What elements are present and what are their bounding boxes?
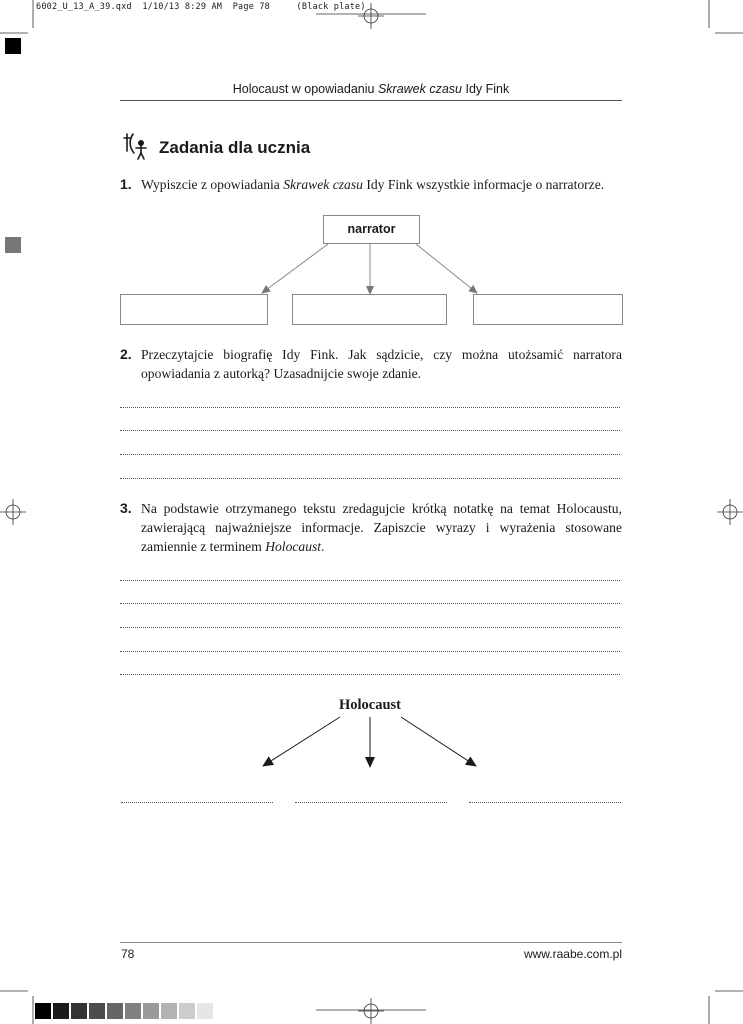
task-2-text: Przeczytajcie biografię Idy Fink. Jak sądzicie, czy można utożsamić narratora opowiadania z autorką? Uzasadnijcie swoje zdanie. <box>141 347 622 381</box>
running-head-italic: Skrawek czasu <box>377 82 463 96</box>
holocaust-answer-line-1[interactable] <box>121 802 273 803</box>
gray-swatch <box>179 1003 195 1019</box>
task-3-text: Na podstawie otrzymanego tekstu zredagujcie krótką notatkę na temat Holocaustu, zawierającą najważniejsze informacje. Zapiszcie wyrazy i wyrażenia stosowane zamiennie z terminem <box>141 501 622 554</box>
holocaust-arrow-left <box>263 717 340 766</box>
narrator-answer-box-1[interactable] <box>120 294 268 325</box>
grayscale-swatch-strip <box>35 1003 213 1019</box>
answer-line[interactable] <box>120 627 620 628</box>
gray-swatch <box>161 1003 177 1019</box>
answer-line[interactable] <box>120 478 620 479</box>
holocaust-answer-line-3[interactable] <box>469 802 621 803</box>
narrator-root-box: narrator <box>323 215 420 244</box>
publisher-website[interactable]: www.raabe.com.pl <box>523 947 622 961</box>
holocaust-root-label: Holocaust <box>338 697 402 713</box>
task-2-number: 2. <box>120 346 132 362</box>
registration-mark-bottom <box>358 998 384 1024</box>
registration-mark-right <box>717 499 743 525</box>
running-head <box>120 82 622 96</box>
task-3-text-end: . <box>321 539 325 554</box>
section-title: Zadania dla ucznia <box>159 138 311 157</box>
gray-swatch <box>125 1003 141 1019</box>
gray-patch <box>5 237 21 253</box>
print-slug-line: 6002_U_13_A_39.qxd 1/10/13 8:29 AM Page 78 (Black plate) <box>36 2 366 12</box>
answer-line[interactable] <box>120 603 620 604</box>
task-2 <box>120 345 622 383</box>
task-1-number: 1. <box>120 176 132 192</box>
header-rule <box>120 100 622 101</box>
gray-swatch <box>107 1003 123 1019</box>
holocaust-answer-line-2[interactable] <box>295 802 447 803</box>
gray-swatch <box>53 1003 69 1019</box>
task-3 <box>120 499 622 556</box>
answer-line[interactable] <box>120 430 620 431</box>
answer-line[interactable] <box>120 407 620 408</box>
narrator-arrows <box>120 243 623 298</box>
registration-mark-left <box>0 499 26 525</box>
task-1-text-end: Idy Fink wszystkie informacje o narratorze. <box>362 177 605 192</box>
running-head-suffix: Idy Fink <box>462 82 510 96</box>
task-3-italic: Holocaust <box>265 539 322 554</box>
gray-swatch <box>197 1003 213 1019</box>
footer-rule <box>120 942 622 943</box>
gray-swatch <box>143 1003 159 1019</box>
page-number: 78 <box>121 947 135 961</box>
black-patch <box>5 38 21 54</box>
gray-swatch <box>35 1003 51 1019</box>
answer-line[interactable] <box>120 674 620 675</box>
answer-line[interactable] <box>120 651 620 652</box>
holocaust-arrow-right <box>401 717 476 766</box>
student-tasks-icon <box>123 131 153 161</box>
narrator-arrow-right <box>416 244 477 293</box>
narrator-answer-box-3[interactable] <box>473 294 623 325</box>
task-3-number: 3. <box>120 500 132 516</box>
answer-line[interactable] <box>120 454 620 455</box>
running-head-prefix: Holocaust w opowiadaniu <box>232 82 378 96</box>
answer-line[interactable] <box>120 580 620 581</box>
registration-mark-top <box>358 3 384 29</box>
narrator-arrow-left <box>262 244 328 293</box>
gray-swatch <box>89 1003 105 1019</box>
task-1-italic: Skrawek czasu <box>283 177 363 192</box>
task-1-text: Wypiszcie z opowiadania <box>141 177 284 192</box>
narrator-answer-box-2[interactable] <box>292 294 447 325</box>
holocaust-arrows <box>250 715 490 773</box>
task-1 <box>120 175 622 194</box>
gray-swatch <box>71 1003 87 1019</box>
